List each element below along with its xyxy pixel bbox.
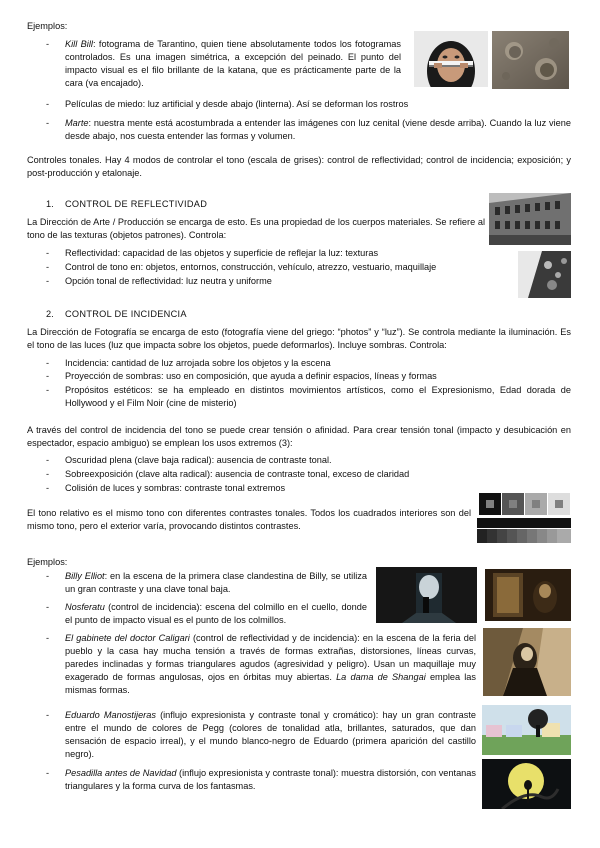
- bullet-dash: -: [46, 469, 50, 479]
- bullet-dash: -: [46, 768, 50, 778]
- film-title: Marte: [65, 118, 89, 128]
- tension-paragraph: A través del control de incidencia del tono se puede crear tensión o afinidad. Para crear tensión tonal (impacto y desubicación en espectador, espacio ambiguo) se emplean los usos extremos (3):: [27, 425, 571, 448]
- film-title: Pesadilla antes de Navidad: [65, 768, 177, 778]
- section-intro: La Dirección de Fotografía se encarga de esto (fotografía viene del griego: “photos” y “luz”). Se controla mediante la iluminación. Es el tono de las luces (luz que impacta sobre los objetos, puede deformarlos). Incluye sombras. Controla:: [27, 327, 571, 350]
- controles-paragraph: Controles tonales. Hay 4 modos de controlar el tono (escala de grises): control de reflectividad; control de incidencia; exposición; y post-producción y etalonaje.: [27, 155, 571, 178]
- list-item: Proyección de sombras: uso en composición, que ayuda a definir espacios, líneas y formas: [65, 371, 437, 381]
- marte-paragraph: [65, 117, 571, 143]
- section-number: 1.: [46, 199, 54, 209]
- bullet-dash: -: [46, 633, 50, 643]
- list-item: Reflectividad: capacidad de las objetos y superficie de reflejar la luz: texturas: [65, 248, 379, 258]
- paragraph-text: (influjo expresionista y contraste tonal y cromático): hay un gran contraste entre el mundo de colores de Pegg (colores de tonalidad atla, brillantes, saturados, que dan sensación de espacio irreal), y el mundo blanco-negro de Eduardo (primera aparición del castillo negro).: [65, 710, 477, 759]
- billy-elliot-paragraph: [65, 570, 367, 596]
- paragraph-text: : fotograma de Tarantino, quien tiene absolutamente todos los fotogramas controlados. Es una imagen simétrica, a excepción del peinado. El punto del impacto visual es el filo brillante de la katana, que es prácticamente parte de la cara (va encajado).: [65, 39, 401, 88]
- list-item: Incidencia: cantidad de luz arrojada sobre los objetos y la escena: [65, 358, 331, 368]
- film-title: Kill Bill: [65, 39, 93, 49]
- bullet-dash: -: [46, 371, 50, 381]
- nosferatu-still: [485, 569, 571, 621]
- paragraph-text: : en la escena de la primera clase clandestina de Billy, se utiliza un gran contraste y una clave tonal baja.: [65, 571, 368, 594]
- ejemplos-heading: Ejemplos:: [27, 557, 68, 567]
- paragraph-text: (influjo expresionista y contraste tonal): muestra distorsión, con ventanas triangulares y la forma curva de los fantasmas.: [65, 768, 476, 791]
- paragraph-text: emplea las mismas formas.: [65, 672, 477, 695]
- bullet-dash: -: [46, 262, 50, 272]
- film-title: La dama de Shangai: [336, 672, 426, 682]
- building-facade-image: [489, 193, 571, 245]
- bullet-dash: -: [46, 118, 50, 128]
- bullet-dash: -: [46, 602, 50, 612]
- paragraph-text: (control de incidencia): escena del colmillo en el cuello, donde el punto de impacto visual es el punto de los colmillos.: [65, 602, 367, 625]
- bullet-dash: -: [46, 571, 50, 581]
- film-title: Nosferatu: [65, 602, 105, 612]
- film-title: El gabinete del doctor Caligari: [65, 633, 190, 643]
- section-title: CONTROL DE REFLECTIVIDAD: [65, 199, 208, 209]
- section-title: CONTROL DE INCIDENCIA: [65, 309, 187, 319]
- list-item: Control de tono en: objetos, entornos, construcción, vehículo, atrezzo, vestuario, maquillaje: [65, 262, 437, 272]
- list-item: Propósitos estéticos: se ha empleado en distintos movimientos artísticos, como el Expresionismo, Edad dorada de Hollywood y el Film Noir (cine de misterio): [65, 385, 571, 408]
- bullet-dash: -: [46, 385, 50, 395]
- paragraph-text: (control de reflectividad y de incidencia): en la escena de la feria del pueblo y la casa hay mucha tensión a través de formas extrañas, distorsiones, líneas curvas, paredes inclinadas y formas triangulares agudos (agresividad y peligro). Usan un maquillaje muy exagerado de formas angulosas, ojos en órbitas muy abiertas.: [65, 633, 476, 682]
- list-item: Sobreexposición (clave alta radical): ausencia de contraste tonal, exceso de claridad: [65, 469, 410, 479]
- list-item: Colisión de luces y sombras: contraste tonal extremos: [65, 483, 286, 493]
- mars-surface-image: [492, 31, 569, 89]
- bullet-dash: -: [46, 39, 50, 49]
- bullet-dash: -: [46, 99, 50, 109]
- ejemplos-heading: Ejemplos:: [27, 21, 68, 31]
- relativo-paragraph: El tono relativo es el mismo tono con diferentes contrastes tonales. Todos los cuadrados interiores son del mismo tono, pero el exterior varía, provocando distintos contrastes.: [27, 508, 471, 531]
- caligari-still: [483, 628, 571, 696]
- eduardo-manostijeras-still: [482, 705, 571, 755]
- relative-tone-squares: [477, 491, 571, 543]
- film-title: Eduardo Manostijeras: [65, 710, 156, 720]
- pesadilla-paragraph: [65, 767, 476, 793]
- stones-texture-image: [518, 251, 571, 298]
- bullet-dash: -: [46, 483, 50, 493]
- billy-elliot-still: [376, 567, 477, 623]
- caligari-paragraph: [65, 632, 476, 697]
- paragraph-text: : nuestra mente está acostumbrada a entender las imágenes con luz cenital (viene desde arriba). Cuando la luz viene desde abajo, nos cuesta entender las formas y volumen.: [65, 118, 571, 141]
- pesadilla-antes-navidad-still: [482, 759, 571, 809]
- bullet-dash: -: [46, 710, 50, 720]
- section-number: 2.: [46, 309, 54, 319]
- nosferatu-paragraph: [65, 601, 367, 627]
- eduardo-paragraph: [65, 709, 476, 761]
- miedo-paragraph: Películas de miedo: luz artificial y desde abajo (linterna). Así se deforman los rostros: [65, 99, 409, 109]
- section-intro: La Dirección de Arte / Producción se encarga de esto. Es una propiedad de los cuerpos materiales. Se refiere al tono de las texturas (objetos patrones). Controla:: [27, 217, 485, 240]
- kill-bill-still: [414, 31, 488, 87]
- list-item: Opción tonal de reflectividad: luz neutra y uniforme: [65, 276, 272, 286]
- film-title: Billy Elliot: [65, 571, 105, 581]
- bullet-dash: -: [46, 276, 50, 286]
- list-item: Oscuridad plena (clave baja radical): ausencia de contraste tonal.: [65, 455, 332, 465]
- bullet-dash: -: [46, 358, 50, 368]
- bullet-dash: -: [46, 455, 50, 465]
- kill-bill-paragraph: [65, 38, 401, 90]
- bullet-dash: -: [46, 248, 50, 258]
